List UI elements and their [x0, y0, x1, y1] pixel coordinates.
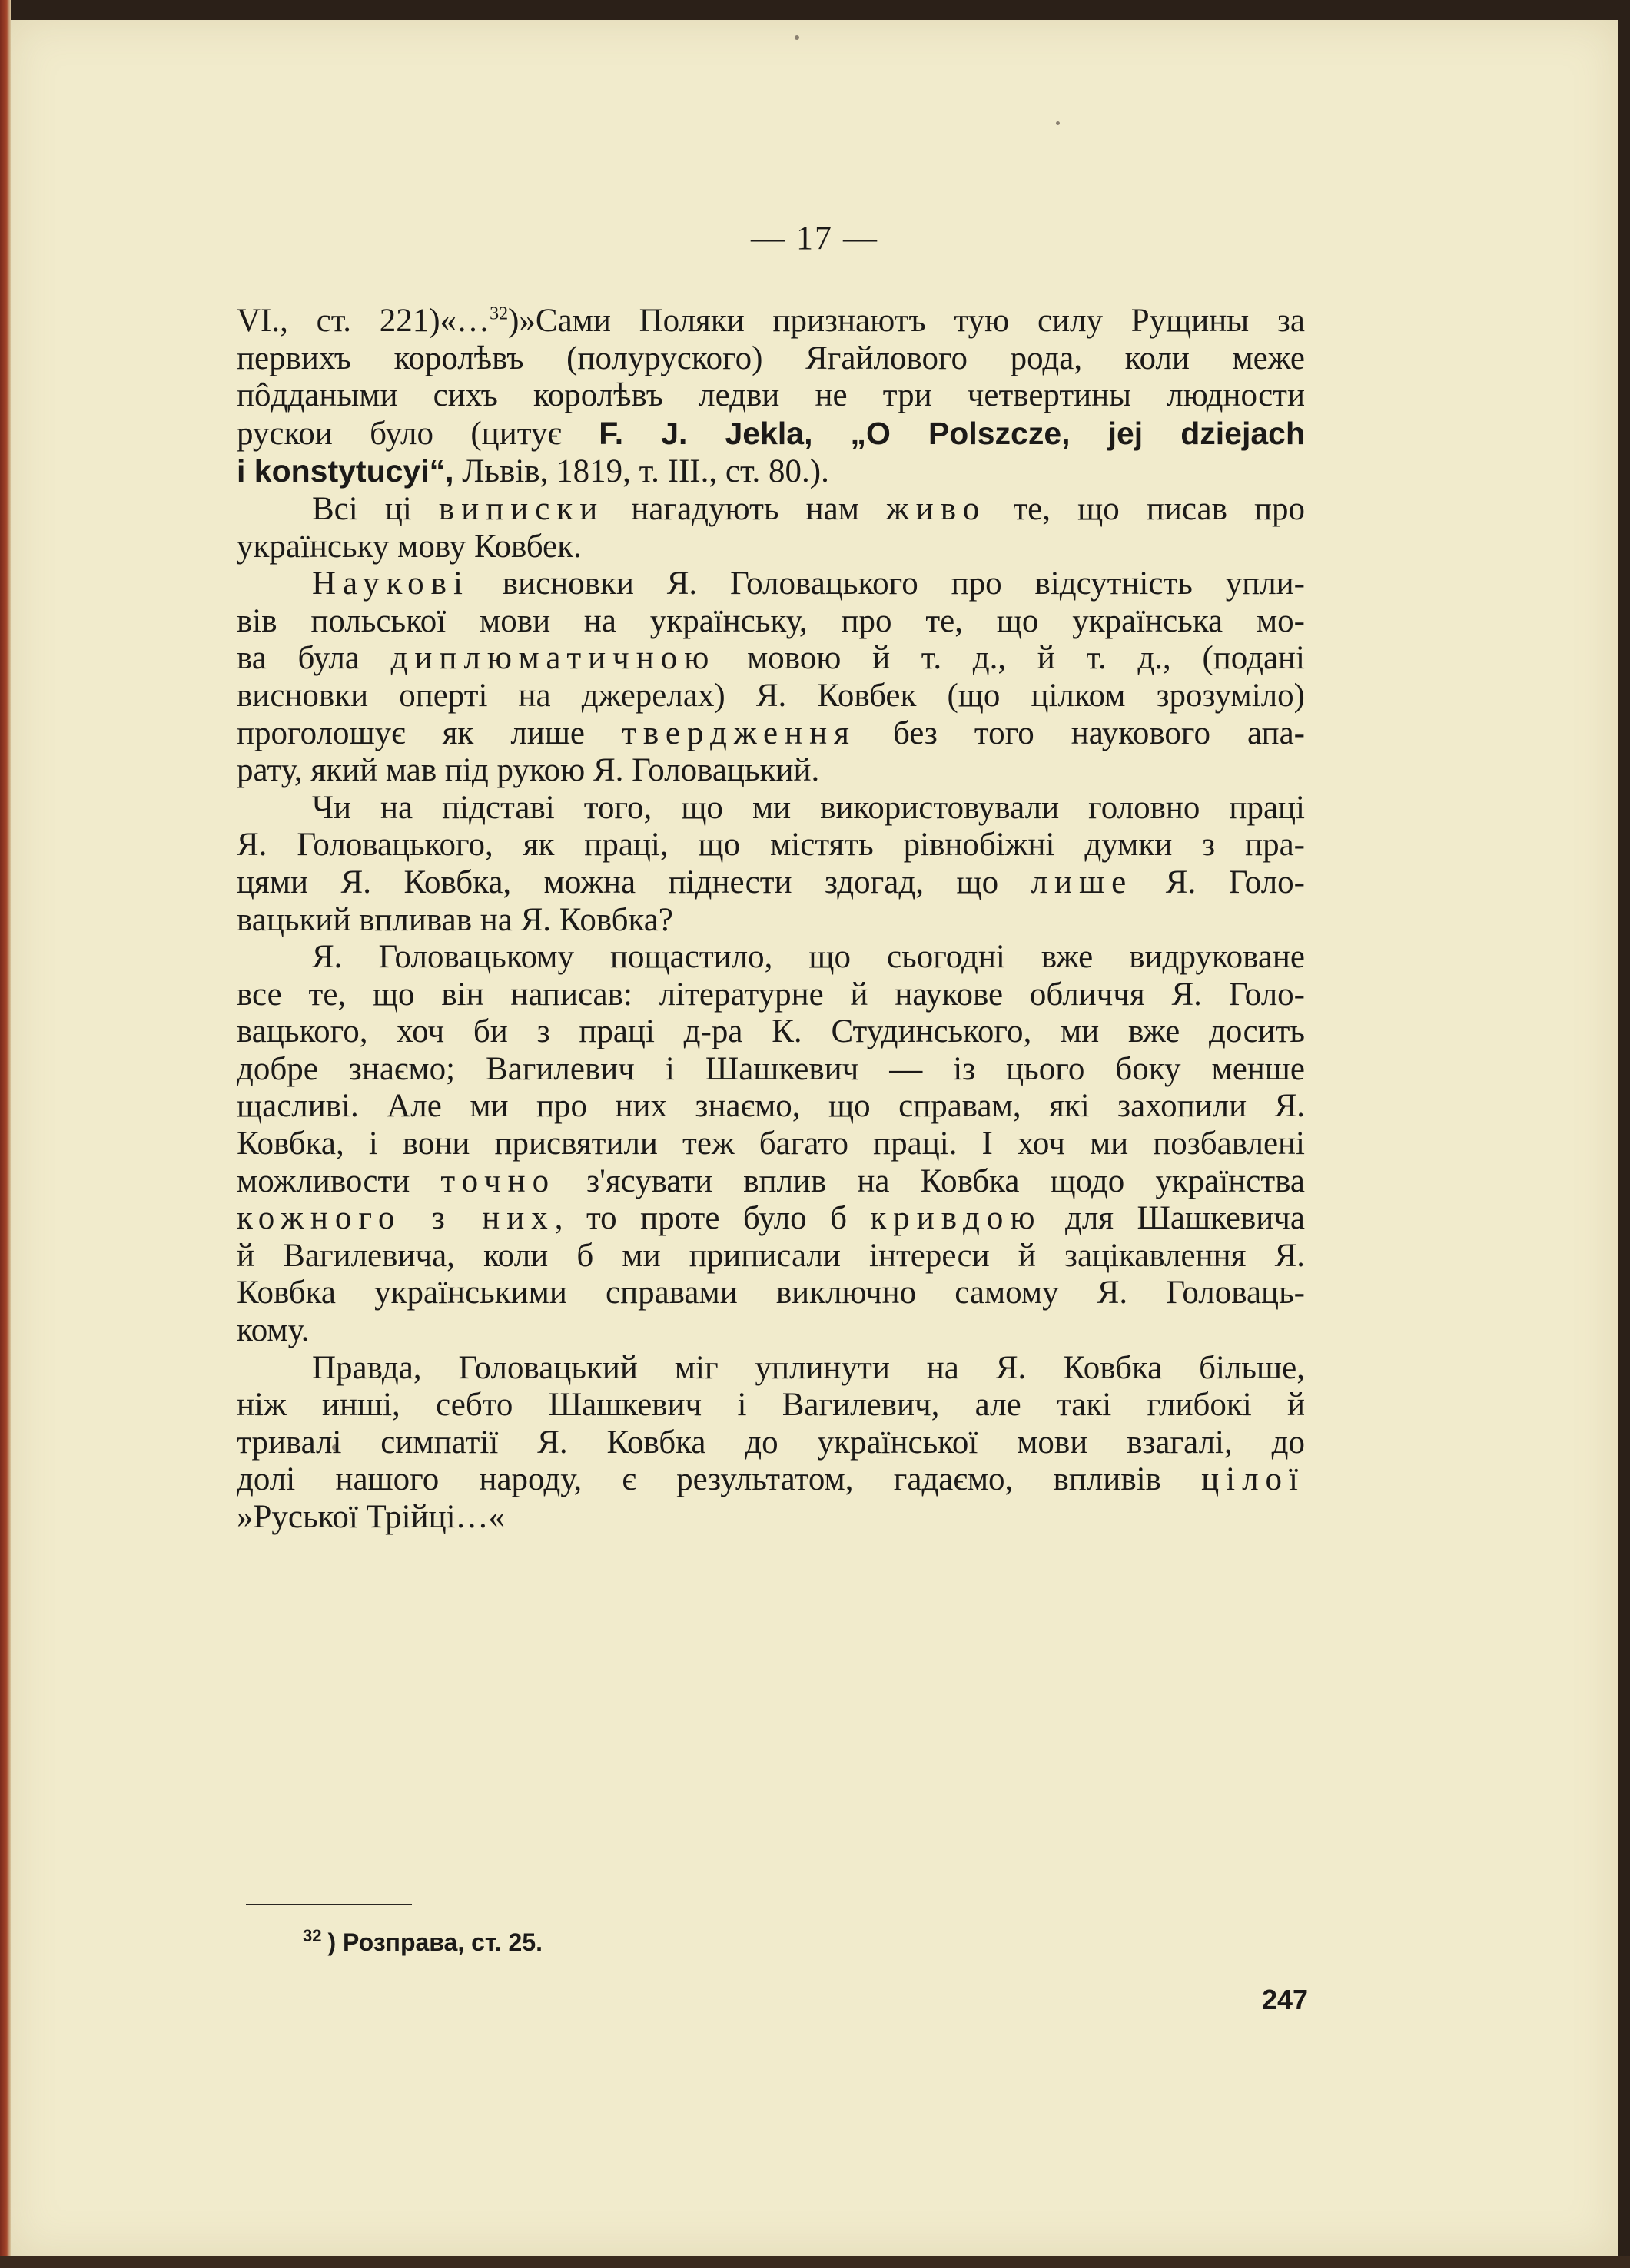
text-line: добре знаємо; Вагилевич і Шашкевич — із цього боку менше — [237, 1050, 1305, 1087]
text-line: Правда, Головацький міг уплинути на Я. Ковбка більше, — [312, 1349, 1305, 1386]
text-line: Наукові висновки Я. Головацького про відсутність упли- — [312, 565, 1305, 602]
text-line: тривалі симпатії Я. Ковбка до української мови взагалі, до — [237, 1424, 1305, 1461]
text-line: рату, який мав під рукою Я. Головацький. — [237, 752, 820, 789]
text-line: Ковбка, і вони присвятили теж багато праці. І хоч ми позбавлені — [237, 1126, 1305, 1162]
text-line: ніж инші, себто Шашкевич і Вагилевич, але такі глибокі й — [237, 1387, 1305, 1424]
text-line: вацького, хоч би з праці д-ра К. Студинського, ми вже досить — [237, 1013, 1305, 1050]
page-number-header: — 17 — — [751, 219, 878, 257]
text-line: Ковбка українськими справами виключно самому Я. Головаць- — [237, 1275, 1305, 1311]
document-page — [11, 20, 1618, 2256]
text-line: i konstytucyi“, Львів, 1819, т. III., ст. 80.). — [237, 453, 829, 490]
footnote-reference: 32 — [490, 303, 509, 324]
text-line: »Руської Трійці…« — [237, 1499, 506, 1535]
text-line: Чи на підставі того, що ми використовували головно праці — [312, 789, 1305, 826]
page-bottom-edge — [0, 2256, 1630, 2268]
footnote-rule — [246, 1904, 412, 1905]
text-line: й Вагилевича, коли б ми приписали інтереси й зацікавлення Я. — [237, 1237, 1305, 1274]
folio-number: 247 — [1262, 1984, 1309, 2015]
text-line: Всі ці виписки нагадують нам живо те, що писав про — [312, 490, 1306, 527]
paper-speck — [1056, 121, 1060, 125]
text-line: рускои було (цитує F. J. Jekla, „O Polszcze, jej dziejach — [237, 415, 1305, 452]
text-line: вацький впливав на Я. Ковбка? — [237, 901, 673, 938]
text-line: ва була диплюматичною мовою й т. д., й т. д., (подані — [237, 640, 1305, 677]
footnote-text: ) Розправа, ст. 25. — [327, 1928, 543, 1956]
text-line: висновки оперті на джерелах) Я. Ковбек (що цілком зрозуміло) — [237, 677, 1305, 714]
text-line: кожного з них, то проте було б кривдою для Шашкевича — [237, 1200, 1305, 1237]
footnote-mark: 32 — [303, 1926, 322, 1946]
text-line: цями Я. Ковбка, можна піднести здогад, що лише Я. Голо- — [237, 864, 1305, 900]
text-line: українську мову Ковбек. — [237, 528, 582, 565]
text-line: первихъ королѣвъ (полуруского) Ягайлового рода, коли меже — [237, 340, 1305, 376]
text-line: все те, що він написав: літературне й наукове обличчя Я. Голо- — [237, 976, 1305, 1013]
paper-speck — [795, 35, 799, 40]
text-line: можливости точно з'ясувати вплив на Ковбка щодо українства — [237, 1162, 1305, 1199]
footnote — [303, 1928, 543, 1957]
book-spine-edge — [0, 0, 11, 2268]
text-line: VI., ст. 221)«…$^{32}$)»Сами Поляки признаютъ тую силу Рущины за — [237, 303, 1305, 339]
body-text — [237, 303, 1305, 1537]
text-line: кому. — [237, 1312, 310, 1349]
text-line: Я. Головацького, як праці, що містять рівнобіжні думки з пра- — [237, 827, 1305, 864]
text-line: щасливі. Але ми про них знаємо, що справам, які захопили Я. — [237, 1088, 1305, 1125]
text-line: пôддаными сихъ королѣвъ ледви не три четвертины людности — [237, 377, 1305, 414]
text-line: Я. Головацькому пощастило, що сьогодні вже видруковане — [312, 939, 1305, 976]
text-line: вів польської мови на українську, про те, що українська мо- — [237, 602, 1305, 639]
text-line: проголошує як лише твердження без того наукового апа- — [237, 715, 1305, 751]
text-line: долі нашого народу, є результатом, гадаємо, впливів цілої — [237, 1461, 1305, 1498]
